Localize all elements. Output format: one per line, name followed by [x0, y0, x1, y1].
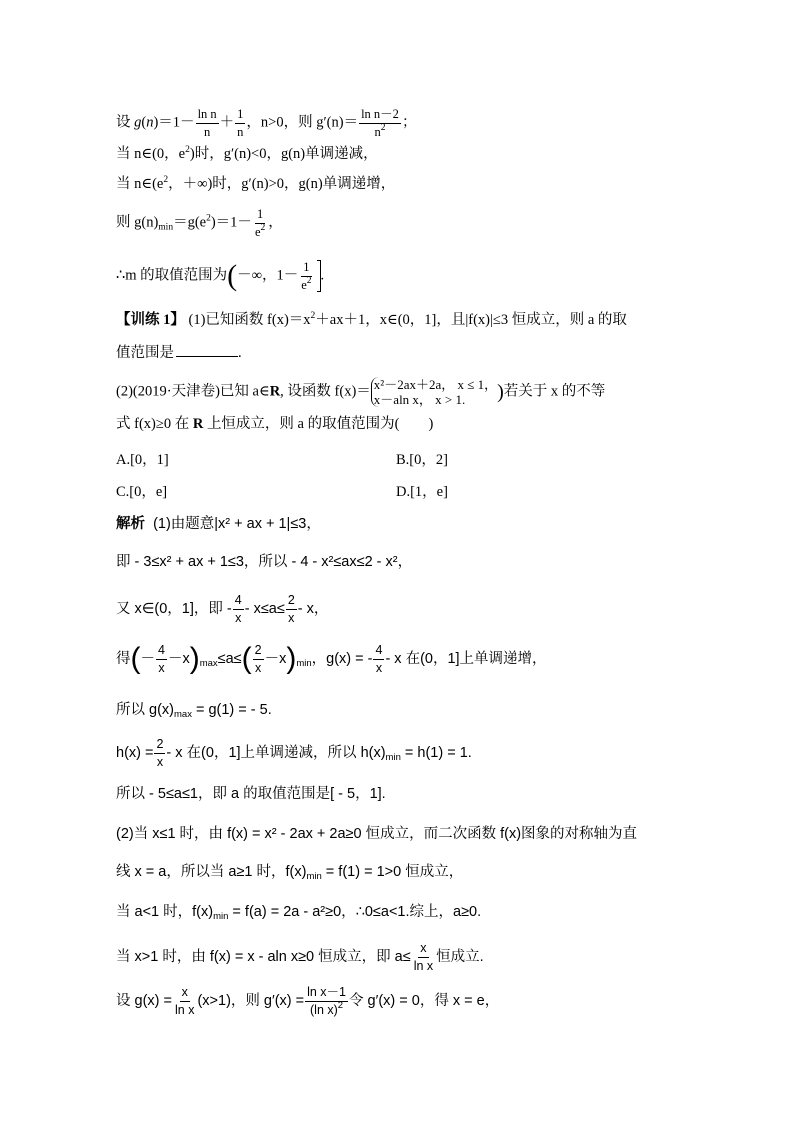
text: 若关于 x 的不等 [503, 383, 606, 400]
subscript: max [199, 657, 218, 669]
superscript: 2 [163, 175, 169, 185]
denominator: n [203, 124, 211, 139]
denominator: ln x [413, 958, 434, 973]
fraction [173, 986, 196, 1016]
text-line-solution-5 [116, 700, 272, 720]
text: ， [268, 214, 283, 231]
text: ∴m 的取值范围为 [116, 267, 228, 284]
fraction [286, 594, 297, 624]
text: 当 n∈(e [116, 176, 164, 192]
text-line-g-def [116, 108, 416, 138]
text: )时，g′(n)<0，g(n)单调递减， [189, 146, 378, 162]
denominator: x [375, 660, 383, 675]
text: 令 g′(x) = 0，得 x = e， [349, 992, 500, 1009]
denominator [308, 999, 345, 1017]
text: A.[0，1] [116, 452, 169, 468]
text: －x [167, 650, 190, 667]
superscript: 2 [310, 311, 316, 321]
text: . [320, 267, 325, 284]
fraction [196, 108, 219, 138]
numerator: 1 [235, 108, 245, 124]
text: . [238, 345, 242, 361]
option-c [116, 480, 167, 501]
denominator: x [254, 660, 262, 675]
text: ≤a≤ [217, 650, 242, 667]
left-paren: ( [130, 642, 141, 675]
text: ( [141, 114, 147, 131]
piecewise-function [371, 377, 497, 407]
superscript: 2 [337, 999, 344, 1011]
option-a [116, 448, 169, 469]
text-line-gmin [116, 208, 283, 238]
text: e [254, 224, 261, 239]
numerator: ln n [196, 108, 219, 124]
text: - x， [297, 600, 329, 617]
fraction [154, 738, 165, 768]
text: 值范围是 [116, 345, 174, 361]
text: 当 n∈(0，e [116, 146, 186, 162]
denominator [373, 124, 388, 139]
text-line-solution-4 [116, 644, 547, 674]
text: = h(1) = 1. [400, 744, 472, 761]
superscript: 2 [306, 275, 312, 286]
option-b [396, 448, 448, 469]
text: 式 f(x)≥0 在 [116, 416, 193, 432]
text: n [146, 114, 154, 131]
text: R [269, 383, 281, 400]
text-line-solution-1 [116, 514, 321, 534]
numerator: 2 [253, 644, 264, 660]
text-line-m-range [116, 260, 324, 292]
fraction [253, 644, 264, 674]
text: )＝1－ [153, 114, 195, 131]
text: = f(a) = 2a - a²≥0，∴0≤a<1.综上，a≥0. [228, 904, 482, 920]
text: C.[0，e] [116, 484, 168, 500]
text: 设 g(x) = [116, 992, 172, 1009]
text: 设 [116, 114, 135, 131]
text: ； [401, 114, 417, 131]
numerator: 4 [233, 594, 244, 610]
text: 得 [116, 650, 131, 667]
superscript: 2 [380, 122, 386, 133]
text: －x [264, 650, 287, 667]
text: = f(1) = 1>0 恒成立， [321, 864, 464, 880]
text: )＝1－ [210, 214, 252, 231]
text: －∞，1－ [237, 267, 299, 284]
text: - x 在(0，1]上单调递增， [385, 650, 547, 667]
text: ，g(x) = - [311, 650, 373, 667]
text: e [301, 277, 307, 292]
right-paren: ) [189, 642, 200, 675]
left-paren: ( [227, 259, 238, 292]
fraction [412, 942, 435, 972]
denominator: x [235, 610, 242, 625]
denominator: x [158, 660, 165, 675]
text: g [134, 114, 142, 131]
numerator: 4 [156, 644, 167, 660]
text: - x≤a≤ [244, 600, 285, 617]
training-label: 【训练 1】 [116, 312, 185, 328]
text-line-question-2-cont [116, 414, 433, 434]
text-line-solution-3 [116, 594, 328, 624]
text: , 设函数 f(x)＝ [280, 383, 371, 400]
text-line-solution-10 [116, 902, 481, 922]
text: ＋ [219, 114, 235, 131]
text: R [192, 416, 204, 432]
text: (2)(2019·天津卷)已知 a∈ [116, 383, 270, 400]
denominator [253, 224, 267, 239]
subscript: min [296, 657, 312, 669]
text-line-solution-8 [116, 824, 637, 844]
numerator: ln n－2 [359, 108, 401, 124]
text: B.[0，2] [396, 452, 448, 468]
subscript: min [385, 751, 401, 763]
case-row: x²－2ax＋2a， x ≤ 1， [373, 377, 498, 392]
text: 当 a<1 时，f(x) [116, 904, 214, 920]
numerator: x [418, 942, 428, 958]
text-line-increasing [116, 174, 395, 194]
text: 又 x∈(0，1]，即 - [116, 600, 232, 617]
right-paren: ) [286, 642, 297, 675]
text: 当 x>1 时，由 f(x) = x - aln x≥0 恒成立，即 a≤ [116, 948, 411, 965]
fraction [373, 644, 384, 674]
numerator: 2 [286, 594, 297, 610]
text: ， [246, 114, 261, 131]
superscript: 2 [206, 213, 211, 224]
text: (1)已知函数 f(x)＝x [188, 312, 311, 328]
text-line-solution-9 [116, 862, 463, 882]
superscript: 2 [185, 145, 190, 155]
text-line-solution-7 [116, 784, 386, 804]
text-line-solution-11 [116, 942, 484, 972]
text: 线 x = a，所以当 a≥1 时，f(x) [116, 864, 307, 880]
numerator: x [180, 986, 190, 1002]
numerator: 2 [154, 738, 165, 754]
numerator: 1 [301, 261, 311, 277]
brace-end: ) [497, 381, 504, 403]
denominator: ln x [175, 1002, 195, 1017]
subscript: min [158, 222, 174, 233]
denominator: x [288, 610, 295, 625]
text-line-decreasing [116, 144, 378, 164]
text: - x 在(0，1]上单调递减，所以 h(x) [166, 744, 386, 761]
text: (2)当 x≤1 时，由 f(x) = x² - 2ax + 2a≥0 恒成立，而二次函数 f(x)图象的对称轴为直 [116, 826, 638, 842]
text: D.[1，e] [396, 484, 448, 500]
fraction [233, 594, 244, 624]
subscript: max [174, 709, 192, 720]
text-line-solution-2 [116, 552, 412, 572]
text-line-training-1 [116, 310, 627, 330]
numerator: 4 [373, 644, 384, 660]
denominator: n [237, 124, 244, 139]
text: 则 g(n) [116, 214, 159, 231]
text: 恒成立. [436, 948, 484, 965]
text: － [140, 650, 155, 667]
text-line-question-2 [116, 377, 605, 407]
text: (ln x) [310, 1002, 338, 1017]
text: 即 - 3≤x² + ax + 1≤3，所以 - 4 - x²≤ax≤2 - x²， [116, 554, 413, 570]
text: h(x) = [116, 744, 154, 761]
text: (x>1)，则 g′(x) = [197, 992, 305, 1009]
text: ＋ax＋1，x∈(0，1]，且|f(x)|≤3 恒成立，则 a 的取 [315, 312, 627, 328]
fraction [305, 986, 348, 1016]
superscript: 2 [260, 222, 266, 233]
text: = g(1) = - 5. [191, 702, 272, 718]
case-row: x－aln x， x > 1. [373, 392, 466, 407]
text: n>0，则 [260, 114, 317, 131]
subscript: min [213, 911, 229, 922]
text: 所以 - 5≤a≤1，即 a 的取值范围是[ - 5，1]. [116, 786, 386, 802]
denominator [299, 277, 313, 292]
subscript: min [306, 871, 322, 882]
text: n [374, 124, 381, 139]
denominator: x [156, 754, 164, 769]
text: ，＋∞)时，g′(n)>0，g(n)单调递增， [168, 176, 396, 192]
numerator: ln x－1 [305, 986, 348, 1002]
solution-label: 解析 [116, 516, 145, 532]
left-paren: ( [241, 642, 252, 675]
text: 上恒成立，则 a 的取值范围为( ) [203, 416, 434, 432]
text-line-solution-12 [116, 986, 499, 1016]
text-line-training-1-cont [116, 342, 242, 363]
numerator: 1 [255, 208, 265, 224]
text: ＝g(e [173, 214, 207, 231]
fraction [156, 644, 167, 674]
fraction [359, 108, 401, 138]
fraction [235, 108, 245, 138]
answer-blank [176, 342, 238, 357]
fraction [299, 261, 313, 291]
text: 所以 g(x) [116, 702, 174, 718]
text: (1)由题意|x² + ax + 1|≤3， [153, 516, 321, 532]
option-d [396, 480, 448, 501]
text: g′(n)＝ [316, 114, 359, 131]
fraction [253, 208, 267, 238]
text-line-solution-6 [116, 738, 472, 768]
